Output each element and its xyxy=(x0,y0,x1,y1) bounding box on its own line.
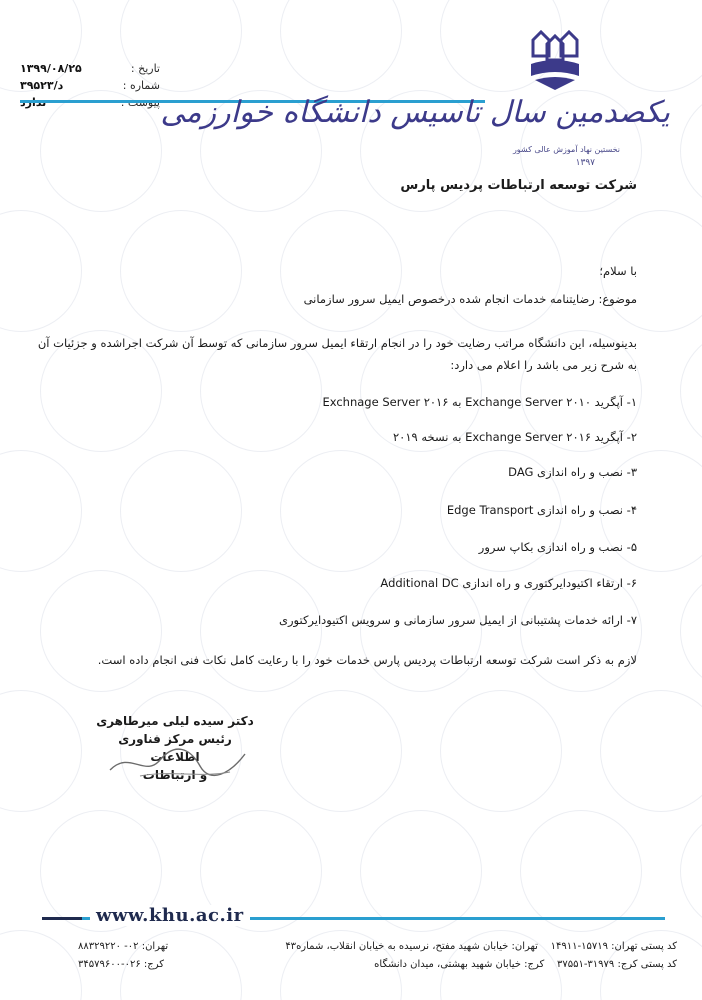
university-logo xyxy=(160,30,680,170)
footer-phones xyxy=(78,938,258,974)
list-item: ۴- نصب و راه اندازی Edge Transport xyxy=(446,503,637,517)
tehran-address-row xyxy=(247,938,677,956)
closing-paragraph: لازم به ذکر است شرکت توسعه ارتباطات پردیس پارس خدمات خود را با رعایت کامل نکات فنی انجام داده است. xyxy=(97,653,637,667)
watermark-ring xyxy=(680,90,702,212)
logo-year: ۱۳۹۷ xyxy=(575,158,595,168)
handwritten-signature xyxy=(100,740,250,780)
watermark-ring xyxy=(360,810,482,932)
number-label: شماره : xyxy=(122,79,160,92)
logo-script-text: یکصدمین سال تاسیس دانشگاه خوارزمی xyxy=(160,95,670,130)
footer-line-stub xyxy=(42,917,82,920)
book-emblem-icon xyxy=(525,30,585,92)
signer-name: دکتر سیده لیلی میرطاهری xyxy=(96,714,254,728)
watermark-ring xyxy=(680,570,702,692)
karaj-address: کرج: خیابان شهید بهشتی، میدان دانشگاه xyxy=(374,959,545,970)
signer-title-line-2: و ارتباطات xyxy=(142,768,208,782)
watermark-ring xyxy=(520,810,642,932)
watermark-ring xyxy=(680,810,702,932)
list-item: ۷- ارائه خدمات پشتیبانی از ایمیل سرور سازمانی و سرویس اکتیودایرکتوری xyxy=(278,613,637,627)
number-row xyxy=(20,77,160,94)
intro-line-1: بدینوسیله، این دانشگاه مراتب رضایت خود را در انجام ارتقاء ایمیل سرور سازمانی که توسط آن شرکت اجراشده و جزئیات آن xyxy=(37,336,637,350)
watermark-ring xyxy=(600,690,702,812)
signature-block xyxy=(95,712,255,784)
logo-subtitle: نخستین نهاد آموزش عالی کشور xyxy=(512,145,620,154)
watermark-ring xyxy=(280,690,402,812)
date-label: تاریخ : xyxy=(130,62,160,75)
list-item: ۳- نصب و راه اندازی DAG xyxy=(508,465,637,479)
watermark-ring xyxy=(680,330,702,452)
tehran-postal: کد پستی تهران: ۱۵۷۱۹-۱۴۹۱۱ xyxy=(550,941,677,952)
list-item: ۱- آپگرید Exchange Server ۲۰۱۰ به Exchnage Server ۲۰۱۶ xyxy=(322,395,637,409)
tehran-address: تهران: خیابان شهید مفتح، نرسیده به خیابان انقلاب، شماره۴۳ xyxy=(285,941,538,952)
karaj-postal: کد پستی کرج: ۳۱۹۷۹-۳۷۵۵۱ xyxy=(556,959,677,970)
recipient-heading: شرکت توسعه ارتباطات پردیس پارس xyxy=(400,178,637,193)
list-item: ۵- نصب و راه اندازی بکاپ سرور xyxy=(478,540,637,554)
karaj-phone: کرج: ۰۲۶-۳۴۵۷۹۶۰۰ xyxy=(78,959,164,970)
watermark-ring xyxy=(440,690,562,812)
tehran-phone: تهران: ۰۲- ۸۸۳۲۹۲۲۰ xyxy=(78,941,169,952)
date-row xyxy=(20,60,160,77)
subject-line: موضوع: رضایتنامه خدمات انجام شده درخصوص ایمیل سرور سازمانی xyxy=(303,292,637,306)
watermark-ring xyxy=(280,0,402,92)
watermark-ring xyxy=(0,690,82,812)
list-item: ۶- ارتقاء اکتیودایرکتوری و راه اندازی Additional DC xyxy=(380,576,637,590)
footer-addresses xyxy=(247,938,677,974)
date-value: ۱۳۹۹/۰۸/۲۵ xyxy=(20,62,82,75)
karaj-address-row xyxy=(247,956,677,974)
watermark-ring xyxy=(0,930,82,1000)
letter-meta xyxy=(20,60,160,111)
greeting: با سلام؛ xyxy=(599,264,637,278)
signer-title-line-1: رئیس مرکز فناوری اطلاعات xyxy=(118,732,232,764)
website-url[interactable]: www.khu.ac.ir xyxy=(90,905,250,926)
number-value: د/۳۹۵۲۳ xyxy=(20,79,64,92)
list-item: ۲- آپگرید Exchange Server ۲۰۱۶ به نسخه ۲۰۱۹ xyxy=(392,430,637,444)
intro-line-2: به شرح زیر می باشد را اعلام می دارد: xyxy=(450,358,637,372)
